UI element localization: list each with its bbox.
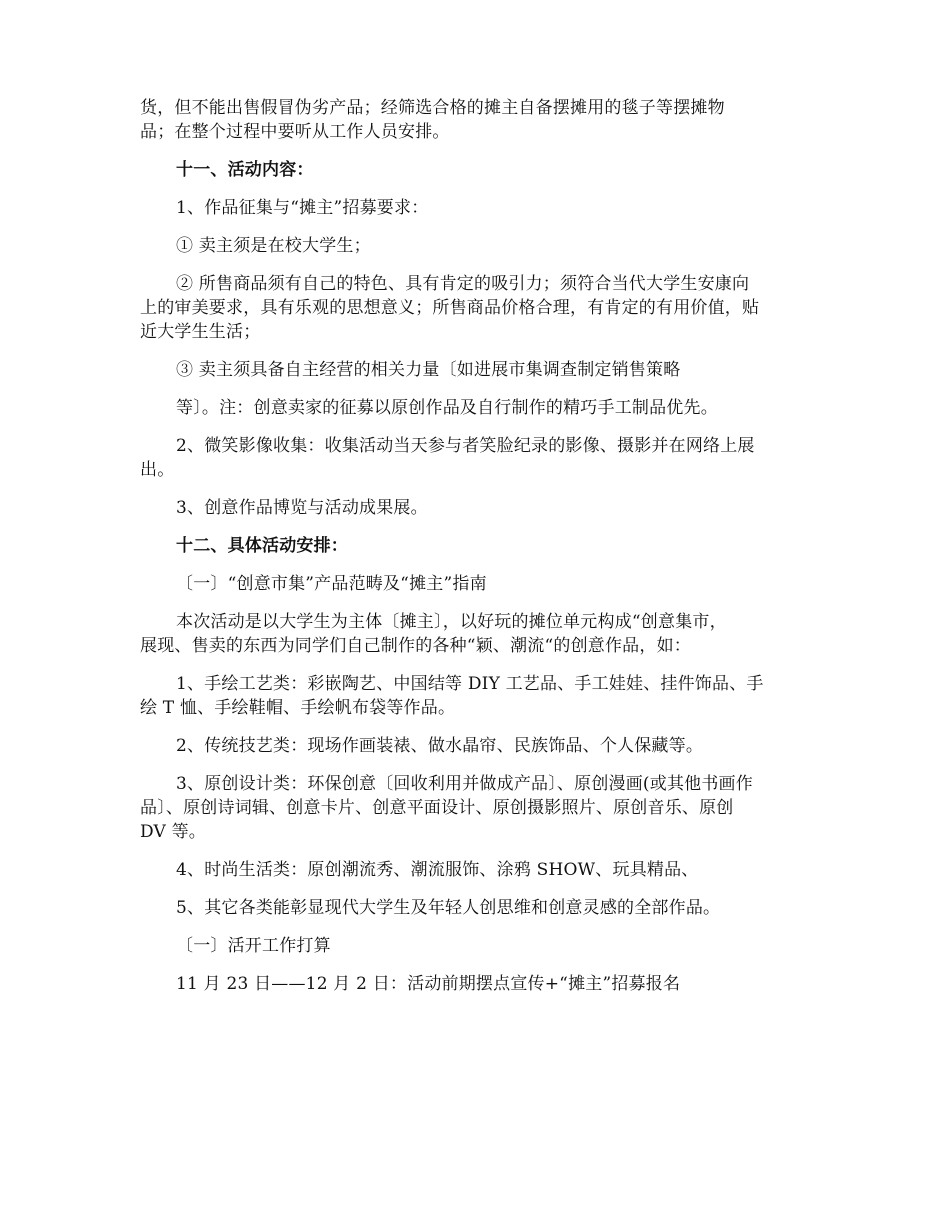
text-line: 近大学生生活； <box>140 322 261 342</box>
text-line: 出。 <box>140 460 175 480</box>
text-line: ① 卖主须是在校大学生； <box>176 236 371 256</box>
text-line: ③ 卖主须具备自主经营的相关力量〔如进展市集调查制定销售策略 <box>176 360 681 380</box>
section-heading: 十二、具体活动安排： <box>176 536 348 556</box>
text-line: 2、微笑影像收集：收集活动当天参与者笑脸纪录的影像、摄影并在网络上展 <box>176 436 755 456</box>
subsection-heading: 〔一〕活开工作打算 <box>176 936 331 956</box>
text-line: 等〕。注：创意卖家的征募以原创作品及自行制作的精巧手工制品优先。 <box>176 398 718 418</box>
text-line: 展现、售卖的东西为同学们自己制作的各种“颖、潮流“的创意作品，如： <box>140 636 691 656</box>
text-line: 2、传统技艺类：现场作画装裱、做水晶帘、民族饰品、个人保藏等。 <box>176 736 704 756</box>
text-line: DV 等。 <box>140 822 207 842</box>
text-line: 绘 T 恤、手绘鞋帽、手绘帆布袋等作品。 <box>140 698 456 718</box>
subsection-heading: 〔一〕“创意市集”产品范畴及“摊主”指南 <box>176 574 487 594</box>
text-line: 5、其它各类能彰显现代大学生及年轻人创思维和创意灵感的全部作品。 <box>176 898 721 918</box>
text-line: 3、原创设计类：环保创意〔回收利用并做成产品〕、原创漫画(或其他书画作 <box>176 774 753 794</box>
text-line: 11 月 23 日——12 月 2 日：活动前期摆点宣传+“摊主”招募报名 <box>176 974 681 994</box>
text-line: 本次活动是以大学生为主体〔摊主〕，以好玩的摊位单元构成“创意集市， <box>176 612 727 632</box>
section-heading: 十一、活动内容： <box>176 160 314 180</box>
text-line: 3、创意作品博览与活动成果展。 <box>176 498 428 518</box>
text-line: 货，但不能出售假冒伪劣产品；经筛选合格的摊主自备摆摊用的毯子等摆摊物 <box>140 98 725 118</box>
text-line: 4、时尚生活类：原创潮流秀、潮流服饰、涂鸦 SHOW、玩具精品、 <box>176 860 699 880</box>
text-line: 上的审美要求，具有乐观的思想意义；所售商品价格合理，有肯定的有用价值，贴 <box>140 298 760 318</box>
text-line: 品〕、原创诗词辑、创意卡片、创意平面设计、原创摄影照片、原创音乐、原创 <box>140 798 734 818</box>
text-line: 1、手绘工艺类：彩嵌陶艺、中国结等 DIY 工艺品、手工娃娃、挂件饰品、手 <box>176 674 764 694</box>
text-line: 1、作品征集与“摊主”招募要求： <box>176 198 429 218</box>
text-line: ② 所售商品须有自己的特色、具有肯定的吸引力；须符合当代大学生安康向 <box>176 274 750 294</box>
text-line: 品；在整个过程中要听从工作人员安排。 <box>140 122 450 142</box>
